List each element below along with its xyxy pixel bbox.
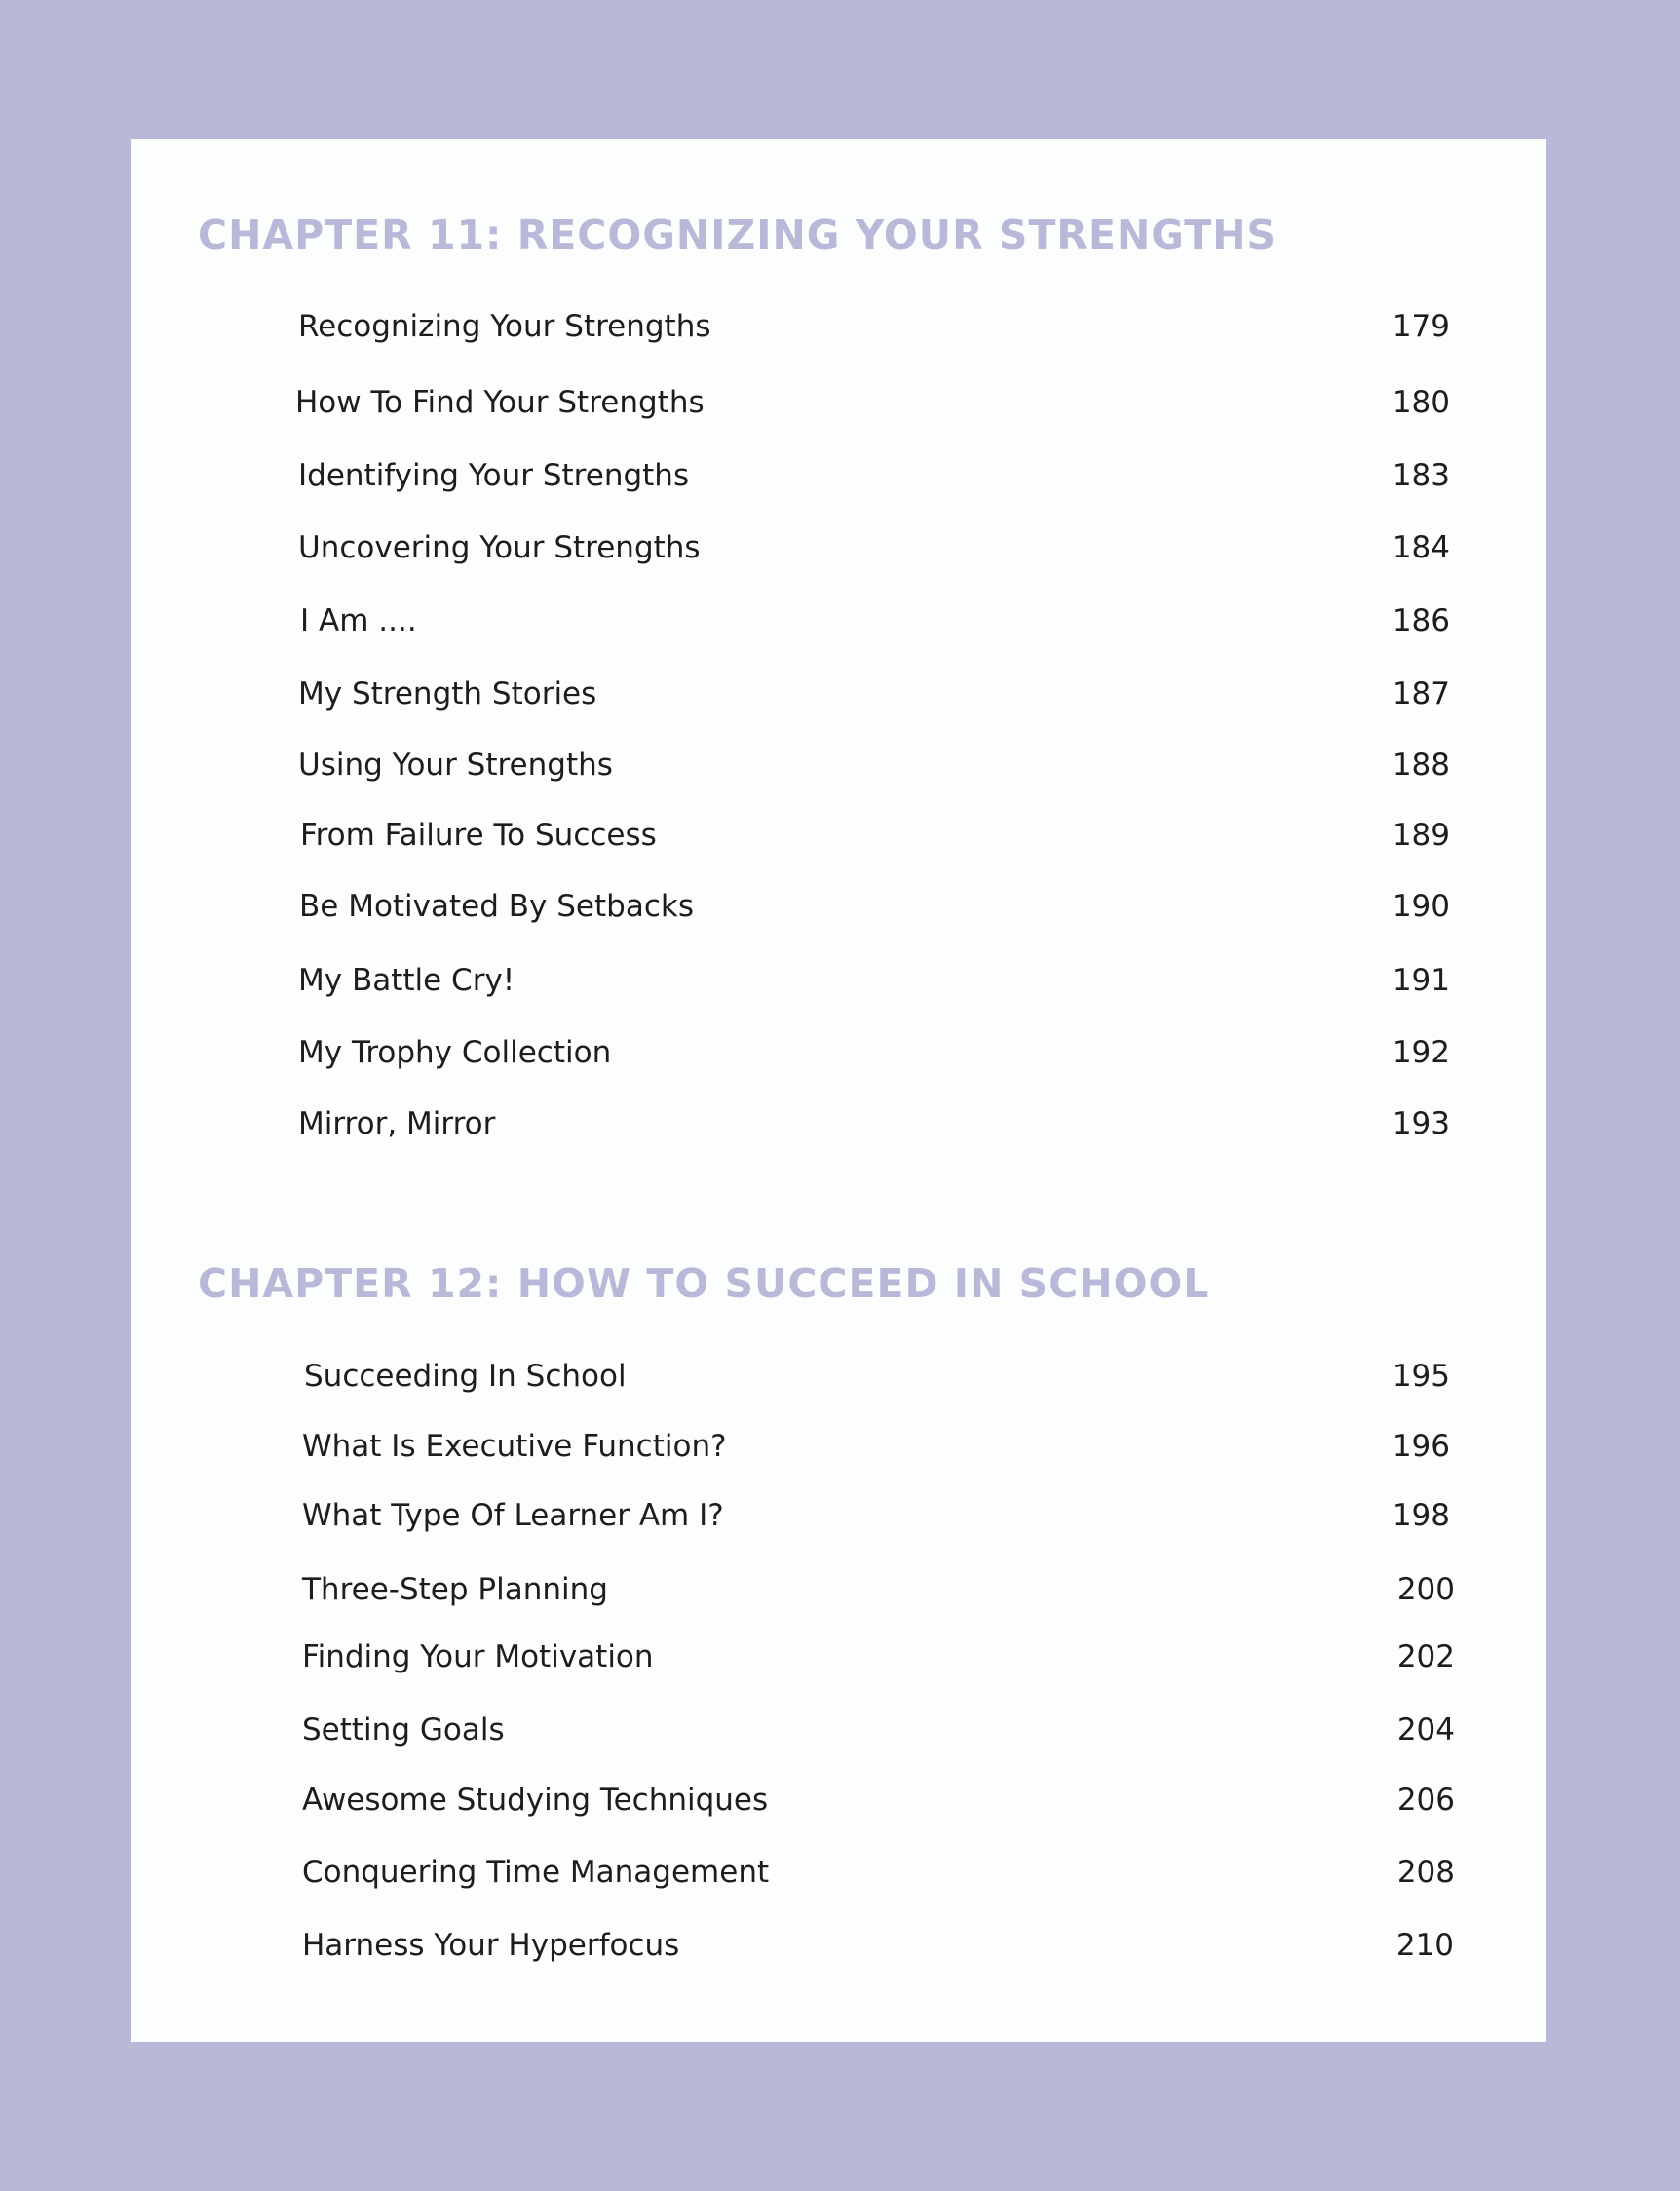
toc-entry[interactable] — [131, 1035, 1546, 1084]
toc-entry-label: My Strength Stories — [298, 676, 597, 711]
toc-entry-page: 186 — [1392, 603, 1450, 638]
toc-entry[interactable] — [131, 748, 1546, 796]
chapter-11-title: CHAPTER 11: RECOGNIZING YOUR STRENGTHS — [198, 211, 1278, 258]
toc-entry-label: Mirror, Mirror — [298, 1106, 496, 1141]
toc-entry[interactable] — [131, 1639, 1546, 1688]
toc-entry-label: My Battle Cry! — [298, 963, 515, 998]
toc-entry-label: Finding Your Motivation — [302, 1639, 654, 1674]
toc-entry-page: 189 — [1392, 818, 1450, 853]
toc-entry[interactable] — [131, 889, 1546, 938]
toc-entry-label: I Am .... — [300, 603, 417, 638]
toc-entry-page: 188 — [1392, 748, 1450, 783]
toc-entry-page: 180 — [1392, 385, 1450, 420]
toc-entry-page: 192 — [1392, 1035, 1450, 1070]
toc-entry-label: Three-Step Planning — [302, 1572, 608, 1607]
toc-entry-page: 193 — [1392, 1106, 1450, 1141]
toc-entry-page: 195 — [1392, 1359, 1450, 1394]
toc-entry[interactable] — [131, 309, 1546, 358]
toc-entry[interactable] — [131, 1106, 1546, 1155]
toc-entry[interactable] — [131, 1712, 1546, 1761]
toc-entry-page: 190 — [1392, 889, 1450, 924]
toc-entry-label: My Trophy Collection — [298, 1035, 612, 1070]
toc-page — [131, 139, 1546, 2042]
toc-entry-label: Be Motivated By Setbacks — [299, 889, 694, 924]
toc-entry-label: Harness Your Hyperfocus — [302, 1928, 680, 1963]
toc-entry[interactable] — [131, 1429, 1546, 1478]
toc-entry-label: Identifying Your Strengths — [298, 458, 690, 493]
toc-entry[interactable] — [131, 1572, 1546, 1621]
toc-entry-page: 204 — [1396, 1712, 1455, 1748]
toc-entry[interactable] — [131, 1783, 1546, 1831]
chapter-12-title: CHAPTER 12: HOW TO SUCCEED IN SCHOOL — [198, 1260, 1210, 1307]
toc-entry[interactable] — [131, 1498, 1546, 1547]
toc-entry[interactable] — [131, 385, 1546, 434]
toc-entry-page: 206 — [1396, 1783, 1455, 1818]
toc-entry[interactable] — [131, 458, 1546, 507]
toc-entry[interactable] — [131, 963, 1546, 1012]
toc-entry[interactable] — [131, 676, 1546, 725]
toc-entry[interactable] — [131, 1855, 1546, 1903]
toc-entry-label: Uncovering Your Strengths — [298, 530, 701, 565]
toc-entry[interactable] — [131, 1359, 1546, 1407]
toc-entry-page: 200 — [1396, 1572, 1455, 1607]
toc-entry-page: 179 — [1392, 309, 1450, 344]
toc-entry-label: What Type Of Learner Am I? — [302, 1498, 724, 1533]
toc-entry-page: 208 — [1396, 1855, 1455, 1890]
toc-entry-page: 183 — [1392, 458, 1450, 493]
toc-entry-label: Awesome Studying Techniques — [302, 1783, 769, 1818]
toc-entry-label: What Is Executive Function? — [302, 1429, 727, 1464]
toc-entry-label: Setting Goals — [302, 1712, 505, 1748]
toc-entry-page: 191 — [1392, 963, 1450, 998]
toc-entry-label: How To Find Your Strengths — [295, 385, 705, 420]
toc-entry[interactable] — [131, 603, 1546, 652]
toc-entry-label: Succeeding In School — [304, 1359, 627, 1394]
toc-entry-page: 184 — [1392, 530, 1450, 565]
toc-entry-page: 187 — [1392, 676, 1450, 711]
toc-entry-page: 210 — [1395, 1928, 1454, 1963]
toc-entry-label: From Failure To Success — [300, 818, 657, 853]
toc-entry-page: 202 — [1396, 1639, 1455, 1674]
toc-entry-label: Conquering Time Management — [302, 1855, 770, 1890]
toc-entry-page: 196 — [1392, 1429, 1450, 1464]
toc-entry-label: Using Your Strengths — [298, 748, 613, 783]
toc-entry[interactable] — [131, 818, 1546, 866]
toc-entry-page: 198 — [1392, 1498, 1450, 1533]
toc-entry-label: Recognizing Your Strengths — [298, 309, 711, 344]
toc-entry[interactable] — [131, 530, 1546, 579]
toc-entry[interactable] — [131, 1928, 1546, 1977]
